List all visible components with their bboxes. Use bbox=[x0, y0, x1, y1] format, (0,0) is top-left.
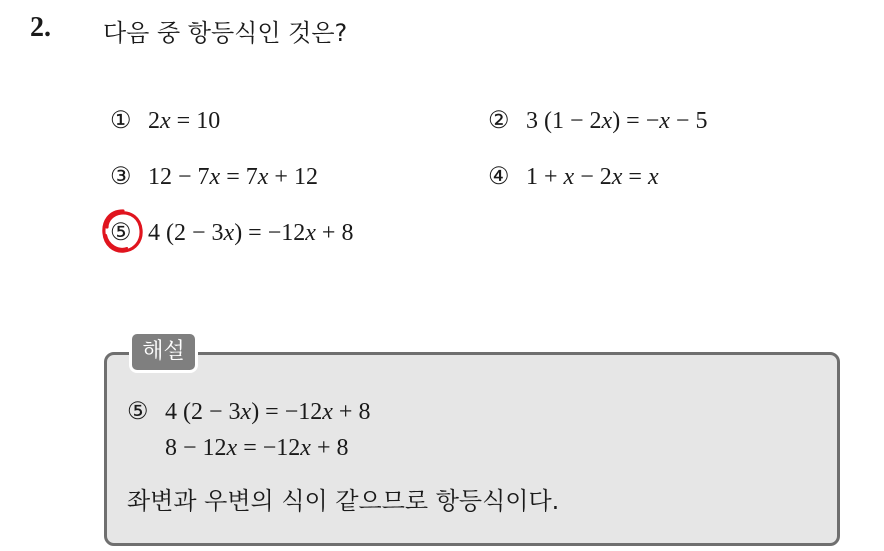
choice-2[interactable]: ② 3 (1 − 2x) = −x − 5 bbox=[488, 108, 708, 134]
question-text: 다음 중 항등식인 것은? bbox=[103, 19, 348, 47]
explanation-tag: 해설 bbox=[129, 331, 198, 373]
solution-line-2: 8 − 12x = −12x + 8 bbox=[165, 435, 349, 461]
choice-5[interactable]: ⑤ 4 (2 − 3x) = −12x + 8 bbox=[110, 220, 354, 246]
choice-4[interactable]: ④ 1 + x − 2x = x bbox=[488, 164, 659, 190]
solution-conclusion: 좌변과 우변의 식이 같으므로 항등식이다. bbox=[127, 487, 560, 515]
solution-choice-number: ⑤ bbox=[127, 399, 149, 425]
solution-line-1: ⑤ 4 (2 − 3x) = −12x + 8 bbox=[127, 399, 371, 425]
choice-number: ⑤ bbox=[110, 220, 132, 246]
choice-1[interactable]: ① 2x = 10 bbox=[110, 108, 221, 134]
choice-3[interactable]: ③ 12 − 7x = 7x + 12 bbox=[110, 164, 318, 190]
choice-number: ③ bbox=[110, 164, 132, 190]
choice-number: ① bbox=[110, 108, 132, 134]
answer-circle-mark bbox=[100, 207, 146, 255]
choice-number: ④ bbox=[488, 164, 510, 190]
question-number: 2. bbox=[30, 12, 51, 43]
choice-number: ② bbox=[488, 108, 510, 134]
